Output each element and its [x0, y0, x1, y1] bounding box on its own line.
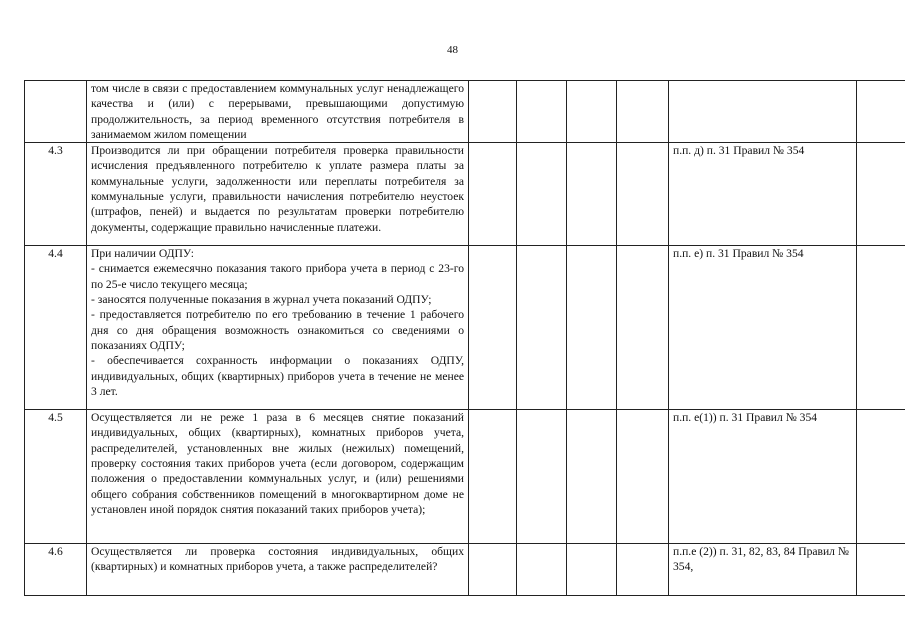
reference-cell: п.п. е) п. 31 Правил № 354 — [669, 246, 857, 410]
question-text: Производится ли при обращении потребителя проверка правильности исчисления предъявленного потребителю к уплате размера платы за коммунальные услуги, задолженности или переплаты потребителя за коммунальные услуги, правильности начисления потребителю неустоек (штрафов, пеней) и выдается по результатам проверки потребителю документы, содержащие правильно начисленные платежи. — [91, 144, 464, 234]
table-row — [25, 410, 905, 544]
empty-cell — [617, 81, 669, 143]
empty-cell — [517, 544, 567, 596]
empty-cell — [517, 410, 567, 544]
empty-cell — [567, 544, 617, 596]
row-number: 4.3 — [25, 143, 87, 246]
question-text-line: При наличии ОДПУ: — [91, 247, 194, 261]
empty-cell — [567, 410, 617, 544]
empty-cell — [567, 246, 617, 410]
reference-cell — [669, 81, 857, 143]
reference-cell: п.п. е(1)) п. 31 Правил № 354 — [669, 410, 857, 544]
empty-cell — [857, 143, 905, 246]
question-text: том числе в связи с предоставлением коммунальных услуг ненадлежащего качества и (или) с перерывами, превышающими допустимую продолжительность, за период временного отсутствия потребителя в занимаемом жилом помещении — [91, 82, 464, 141]
empty-cell — [469, 410, 517, 544]
question-cell — [87, 246, 469, 410]
empty-cell — [517, 246, 567, 410]
empty-cell — [567, 81, 617, 143]
reference-cell: п.п. д) п. 31 Правил № 354 — [669, 143, 857, 246]
empty-cell — [517, 143, 567, 246]
empty-cell — [517, 81, 567, 143]
empty-cell — [617, 410, 669, 544]
empty-cell — [857, 410, 905, 544]
page-number: 48 — [447, 44, 458, 56]
checklist-table — [24, 80, 905, 596]
empty-cell — [617, 143, 669, 246]
question-text-line: - снимается ежемесячно показания такого прибора учета в период с 23-го по 25-е число текущего месяца; — [91, 262, 464, 291]
question-text: Осуществляется ли проверка состояния индивидуальных, общих (квартирных) и комнатных приборов учета, а также распределителей? — [91, 545, 464, 574]
empty-cell — [857, 246, 905, 410]
question-cell — [87, 410, 469, 544]
empty-cell — [857, 81, 905, 143]
question-cell — [87, 143, 469, 246]
question-text-line: - предоставляется потребителю по его требованию в течение 1 рабочего дня со дня обращения возможность ознакомиться со сведениями о показаниях ОДПУ; — [91, 308, 464, 352]
question-text: Осуществляется ли не реже 1 раза в 6 месяцев снятие показаний индивидуальных, общих (квартирных), комнатных приборов учета, распределителей, установленных вне жилых (нежилых) помещений, проверку состояния таких приборов учета (если договором, содержащим положения о предоставлении коммунальных услуг, и (или) решениями общего собрания собственников помещений в многоквартирном доме не установлен иной порядок снятия показаний таких приборов учета); — [91, 411, 464, 516]
table-row — [25, 81, 905, 143]
row-number: 4.5 — [25, 410, 87, 544]
question-cell — [87, 81, 469, 143]
empty-cell — [469, 81, 517, 143]
question-text-line: - обеспечивается сохранность информации о показаниях ОДПУ, индивидуальных, общих (квартирных) приборов учета в течение не менее 3 лет. — [91, 354, 464, 398]
question-cell — [87, 544, 469, 596]
question-text-line: - заносятся полученные показания в журнал учета показаний ОДПУ; — [91, 293, 432, 307]
table-row — [25, 143, 905, 246]
empty-cell — [617, 246, 669, 410]
empty-cell — [469, 544, 517, 596]
table-row — [25, 246, 905, 410]
empty-cell — [567, 143, 617, 246]
row-number: 4.6 — [25, 544, 87, 596]
row-number: 4.4 — [25, 246, 87, 410]
empty-cell — [617, 544, 669, 596]
empty-cell — [469, 143, 517, 246]
row-number — [25, 81, 87, 143]
table-row — [25, 544, 905, 596]
reference-cell: п.п.е (2)) п. 31, 82, 83, 84 Правил № 354, — [669, 544, 857, 596]
empty-cell — [857, 544, 905, 596]
empty-cell — [469, 246, 517, 410]
